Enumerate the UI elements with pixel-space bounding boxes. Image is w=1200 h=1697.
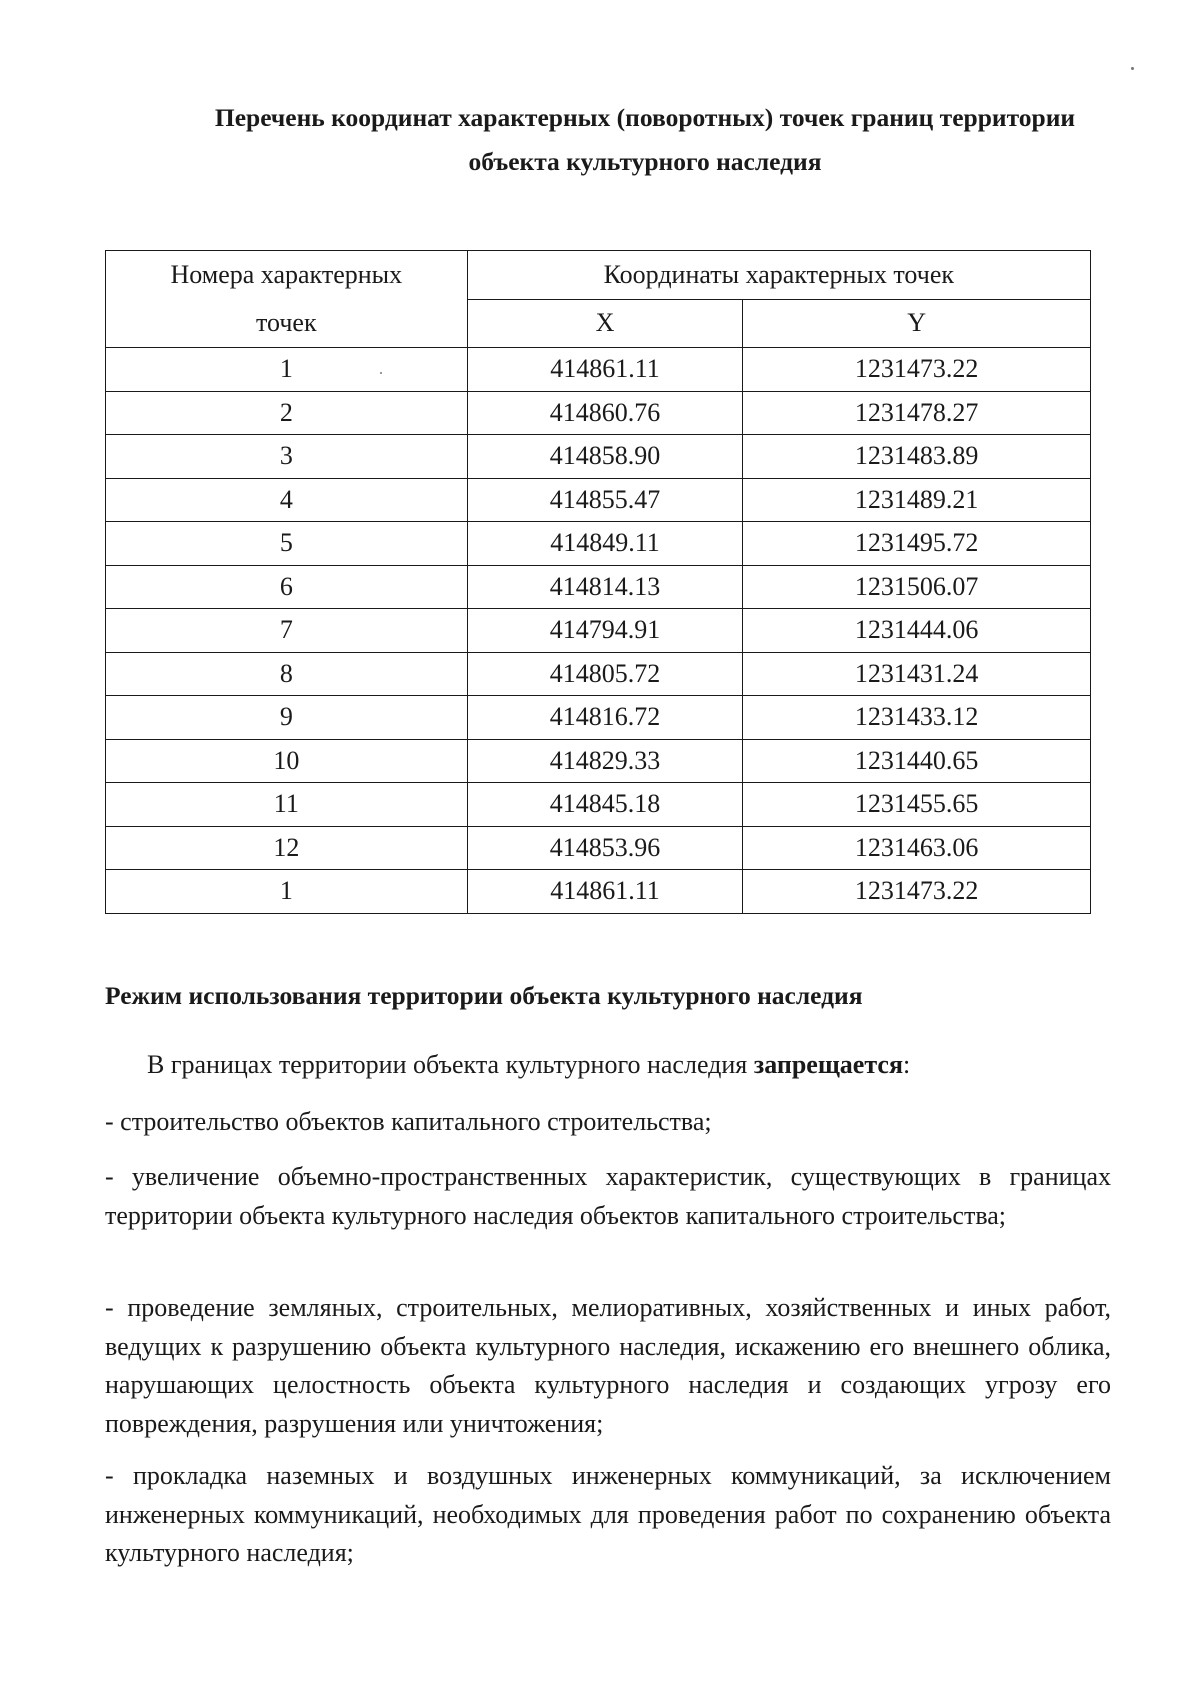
coord-y: 1231489.21 <box>743 478 1091 522</box>
header-point-numbers <box>106 251 468 348</box>
document-title <box>105 96 1185 184</box>
coord-x: 414805.72 <box>467 652 743 696</box>
coord-x: 414794.91 <box>467 609 743 653</box>
header-point-numbers-line-1: Номера характерных <box>170 260 403 289</box>
table-row <box>106 783 1091 827</box>
coord-y: 1231455.65 <box>743 783 1091 827</box>
coord-x: 414861.11 <box>467 870 743 914</box>
point-number: 12 <box>106 826 468 870</box>
table-row <box>106 870 1091 914</box>
coord-y: 1231431.24 <box>743 652 1091 696</box>
intro-suffix: : <box>903 1050 911 1079</box>
point-number: 7 <box>106 609 468 653</box>
coord-x: 414829.33 <box>467 739 743 783</box>
point-number: 4 <box>106 478 468 522</box>
point-number: 10 <box>106 739 468 783</box>
point-number: 6 <box>106 565 468 609</box>
table-row <box>106 609 1091 653</box>
point-number: 9 <box>106 696 468 740</box>
point-number: 1 <box>106 870 468 914</box>
coord-x: 414855.47 <box>467 478 743 522</box>
table-row <box>106 826 1091 870</box>
table-row <box>106 739 1091 783</box>
title-line-2: объекта культурного наследия <box>468 147 822 176</box>
point-number: 11 <box>106 783 468 827</box>
coord-x: 414858.90 <box>467 435 743 479</box>
point-number: 1 <box>106 348 468 392</box>
header-point-numbers-line-2: точек <box>256 308 317 337</box>
coord-x: 414860.76 <box>467 391 743 435</box>
point-number: 8 <box>106 652 468 696</box>
header-x: X <box>467 299 743 348</box>
regime-intro <box>105 1046 1111 1085</box>
coord-x: 414853.96 <box>467 826 743 870</box>
coord-y: 1231433.12 <box>743 696 1091 740</box>
point-number: 2 <box>106 391 468 435</box>
table-row <box>106 522 1091 566</box>
intro-bold-prohibited: запрещается <box>753 1050 904 1079</box>
coord-y: 1231440.65 <box>743 739 1091 783</box>
coord-y: 1231444.06 <box>743 609 1091 653</box>
regime-heading: Режим использования территории объекта культурного наследия <box>105 981 863 1010</box>
title-line-1: Перечень координат характерных (поворотных) точек границ территории <box>214 103 1076 132</box>
scan-speck <box>1131 67 1134 70</box>
coord-y: 1231495.72 <box>743 522 1091 566</box>
header-coordinates-group: Координаты характерных точек <box>467 251 1090 300</box>
table-row <box>106 478 1091 522</box>
coord-y: 1231473.22 <box>743 348 1091 392</box>
point-number: 3 <box>106 435 468 479</box>
scan-speck <box>380 372 382 374</box>
coord-y: 1231483.89 <box>743 435 1091 479</box>
coord-x: 414845.18 <box>467 783 743 827</box>
table-row <box>106 565 1091 609</box>
coord-y: 1231463.06 <box>743 826 1091 870</box>
point-number: 5 <box>106 522 468 566</box>
coord-x: 414861.11 <box>467 348 743 392</box>
table-row <box>106 435 1091 479</box>
prohibition-item-1: - строительство объектов капитального строительства; <box>105 1107 712 1136</box>
coordinates-table <box>105 250 1091 914</box>
table-row <box>106 696 1091 740</box>
coord-y: 1231478.27 <box>743 391 1091 435</box>
header-y: Y <box>743 299 1091 348</box>
coord-y: 1231506.07 <box>743 565 1091 609</box>
coord-x: 414816.72 <box>467 696 743 740</box>
coord-x: 414849.11 <box>467 522 743 566</box>
table-row <box>106 391 1091 435</box>
table-row <box>106 348 1091 392</box>
prohibition-item-4: - прокладка наземных и воздушных инженерных коммуникаций, за исключением инженерных коммуникаций, необходимых для проведения работ по сохранению объекта культурного наследия; <box>105 1461 1111 1567</box>
prohibition-item-2: - увеличение объемно-пространственных характеристик, существующих в границах территории объекта культурного наследия объектов капитального строительства; <box>105 1162 1111 1230</box>
prohibition-item-3: - проведение земляных, строительных, мелиоративных, хозяйственных и иных работ, ведущих к разрушению объекта культурного наследия, искажению его внешнего облика, нарушающих целостность объекта культурного наследия и создающих угрозу его повреждения, разрушения или уничтожения; <box>105 1293 1111 1438</box>
table-row <box>106 652 1091 696</box>
coord-y: 1231473.22 <box>743 870 1091 914</box>
coord-x: 414814.13 <box>467 565 743 609</box>
table-header-row-1 <box>106 251 1091 300</box>
intro-prefix: В границах территории объекта культурного наследия <box>147 1050 754 1079</box>
